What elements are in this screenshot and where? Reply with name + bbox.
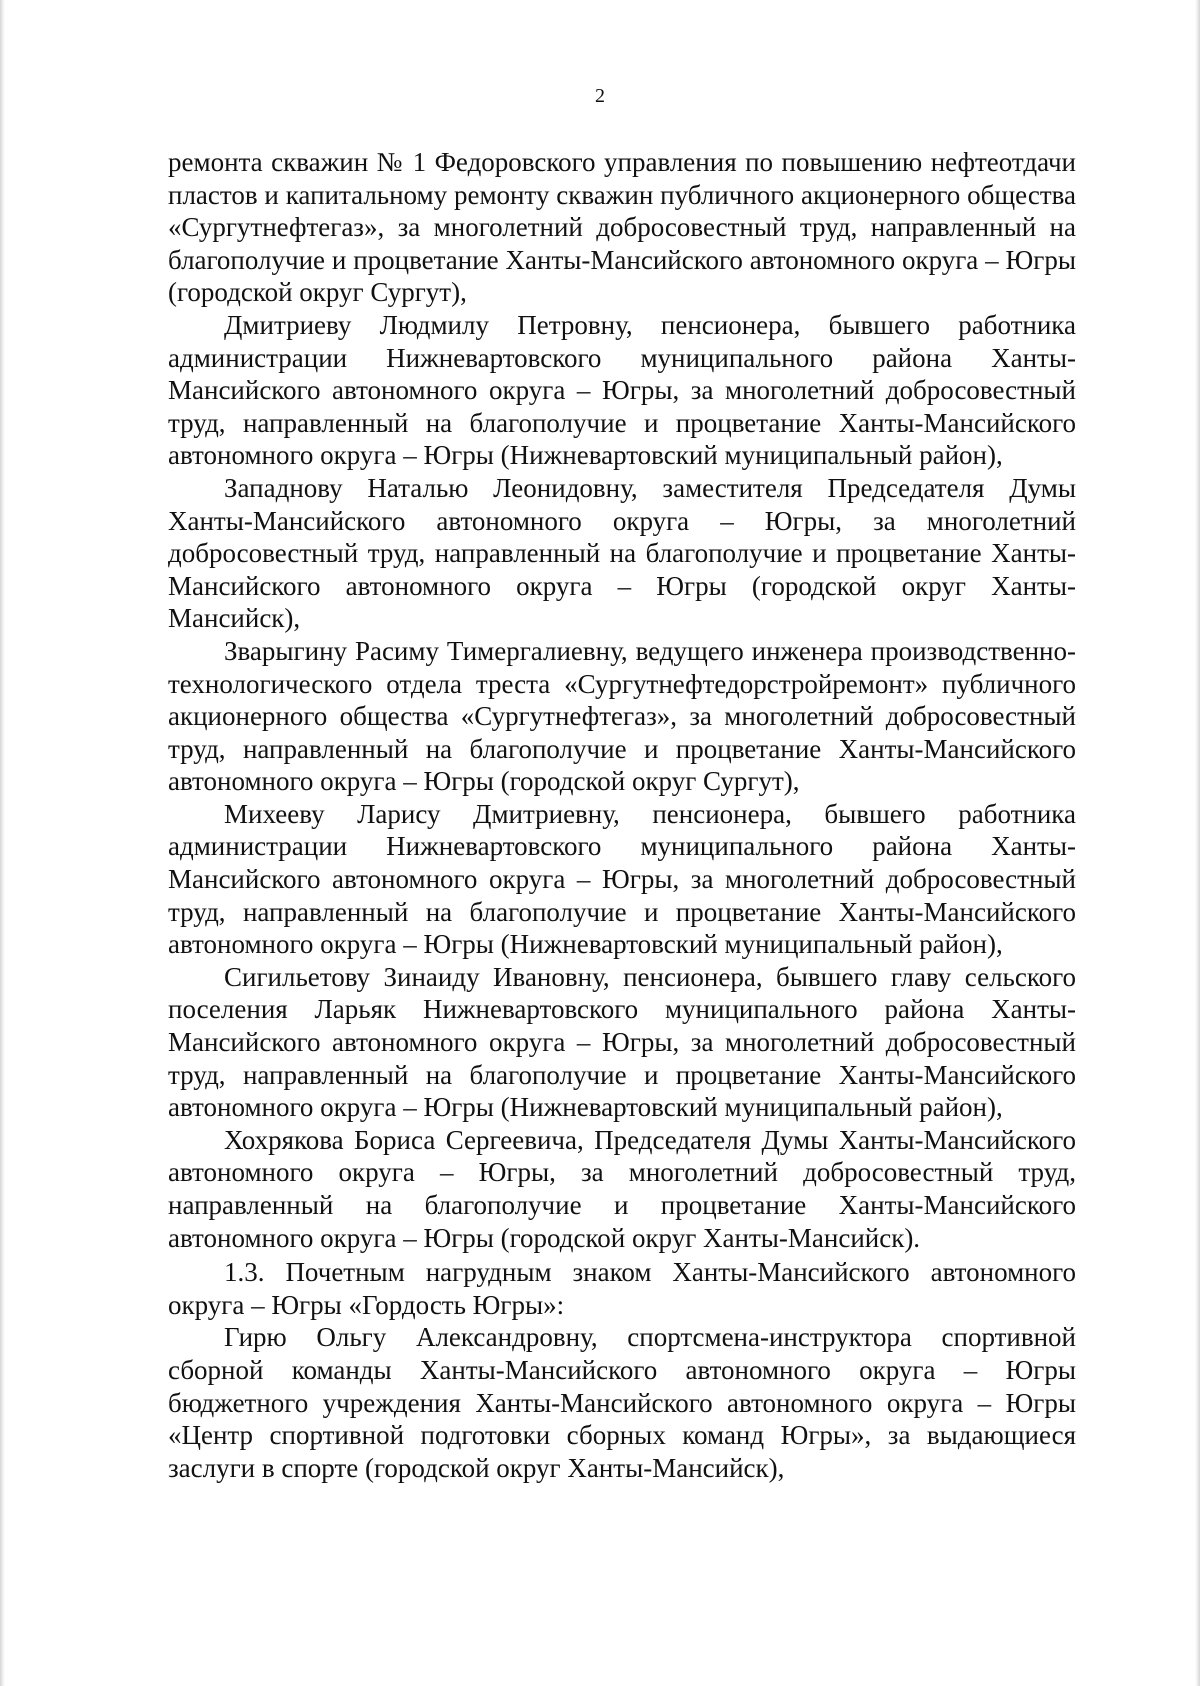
paragraph-sigiletova: Сигильетову Зинаиду Ивановну, пенсионера, бывшего главу сельского поселения Ларьяк Нижневартовского муниципального района Ханты-Мансийского автономного округа – Югры, за многолетний добросовестный труд, направленный на благополучие и процветание Ханты-Мансийского автономного округа – Югры (Нижневартовский муниципальный район), — [168, 961, 1076, 1123]
scan-edge-right — [1195, 0, 1200, 1686]
document-body — [168, 146, 1076, 1484]
paragraph-zapadnova: Западнову Наталью Леонидовну, заместителя Председателя Думы Ханты-Мансийского автономного округа – Югры, за многолетний добросовестный труд, направленный на благополучие и процветание Ханты-Мансийского автономного округа – Югры (городской округ Ханты-Мансийск), — [168, 472, 1076, 634]
scan-edge-left — [0, 0, 5, 1686]
paragraph-miheeva: Михееву Ларису Дмитриевну, пенсионера, бывшего работника администрации Нижневартовского муниципального района Ханты-Мансийского автономного округа – Югры, за многолетний добросовестный труд, направленный на благополучие и процветание Ханты-Мансийского автономного округа – Югры (Нижневартовский муниципальный район), — [168, 798, 1076, 960]
paragraph-dmitrieva: Дмитриеву Людмилу Петровну, пенсионера, бывшего работника администрации Нижневартовского муниципального района Ханты-Мансийского автономного округа – Югры, за многолетний добросовестный труд, направленный на благополучие и процветание Ханты-Мансийского автономного округа – Югры (Нижневартовский муниципальный район), — [168, 309, 1076, 471]
paragraph-continuation: ремонта скважин № 1 Федоровского управления по повышению нефтеотдачи пластов и капитальному ремонту скважин публичного акционерного общества «Сургутнефтегаз», за многолетний добросовестный труд, направленный на благополучие и процветание Ханты-Мансийского автономного округа – Югры (городской округ Сургут), — [168, 147, 1076, 308]
paragraph-section-1-3: 1.3. Почетным нагрудным знаком Ханты-Мансийского автономного округа – Югры «Гордость Югры»: — [168, 1257, 1076, 1320]
page-number: 2 — [595, 85, 605, 107]
paragraph-girya: Гирю Ольгу Александровну, спортсмена-инструктора спортивной сборной команды Ханты-Мансийского автономного округа – Югры бюджетного учреждения Ханты-Мансийского автономного округа – Югры «Центр спортивной подготовки сборных команд Югры», за выдающиеся заслуги в спорте (городской округ Ханты-Мансийск), — [168, 1322, 1076, 1483]
paragraph-zvarygina: Зварыгину Расиму Тимергалиевну, ведущего инженера производственно-технологического отдела треста «Сургутнефтедорстройремонт» публичного акционерного общества «Сургутнефтегаз», за многолетний добросовестный труд, направленный на благополучие и процветание Ханты-Мансийского автономного округа – Югры (городской округ Сургут), — [168, 635, 1076, 797]
paragraph-hohryakov: Хохрякова Бориса Сергеевича, Председателя Думы Ханты-Мансийского автономного округа – Югры, за многолетний добросовестный труд, направленный на благополучие и процветание Ханты-Мансийского автономного округа – Югры (городской округ Ханты-Мансийск). — [168, 1124, 1076, 1253]
